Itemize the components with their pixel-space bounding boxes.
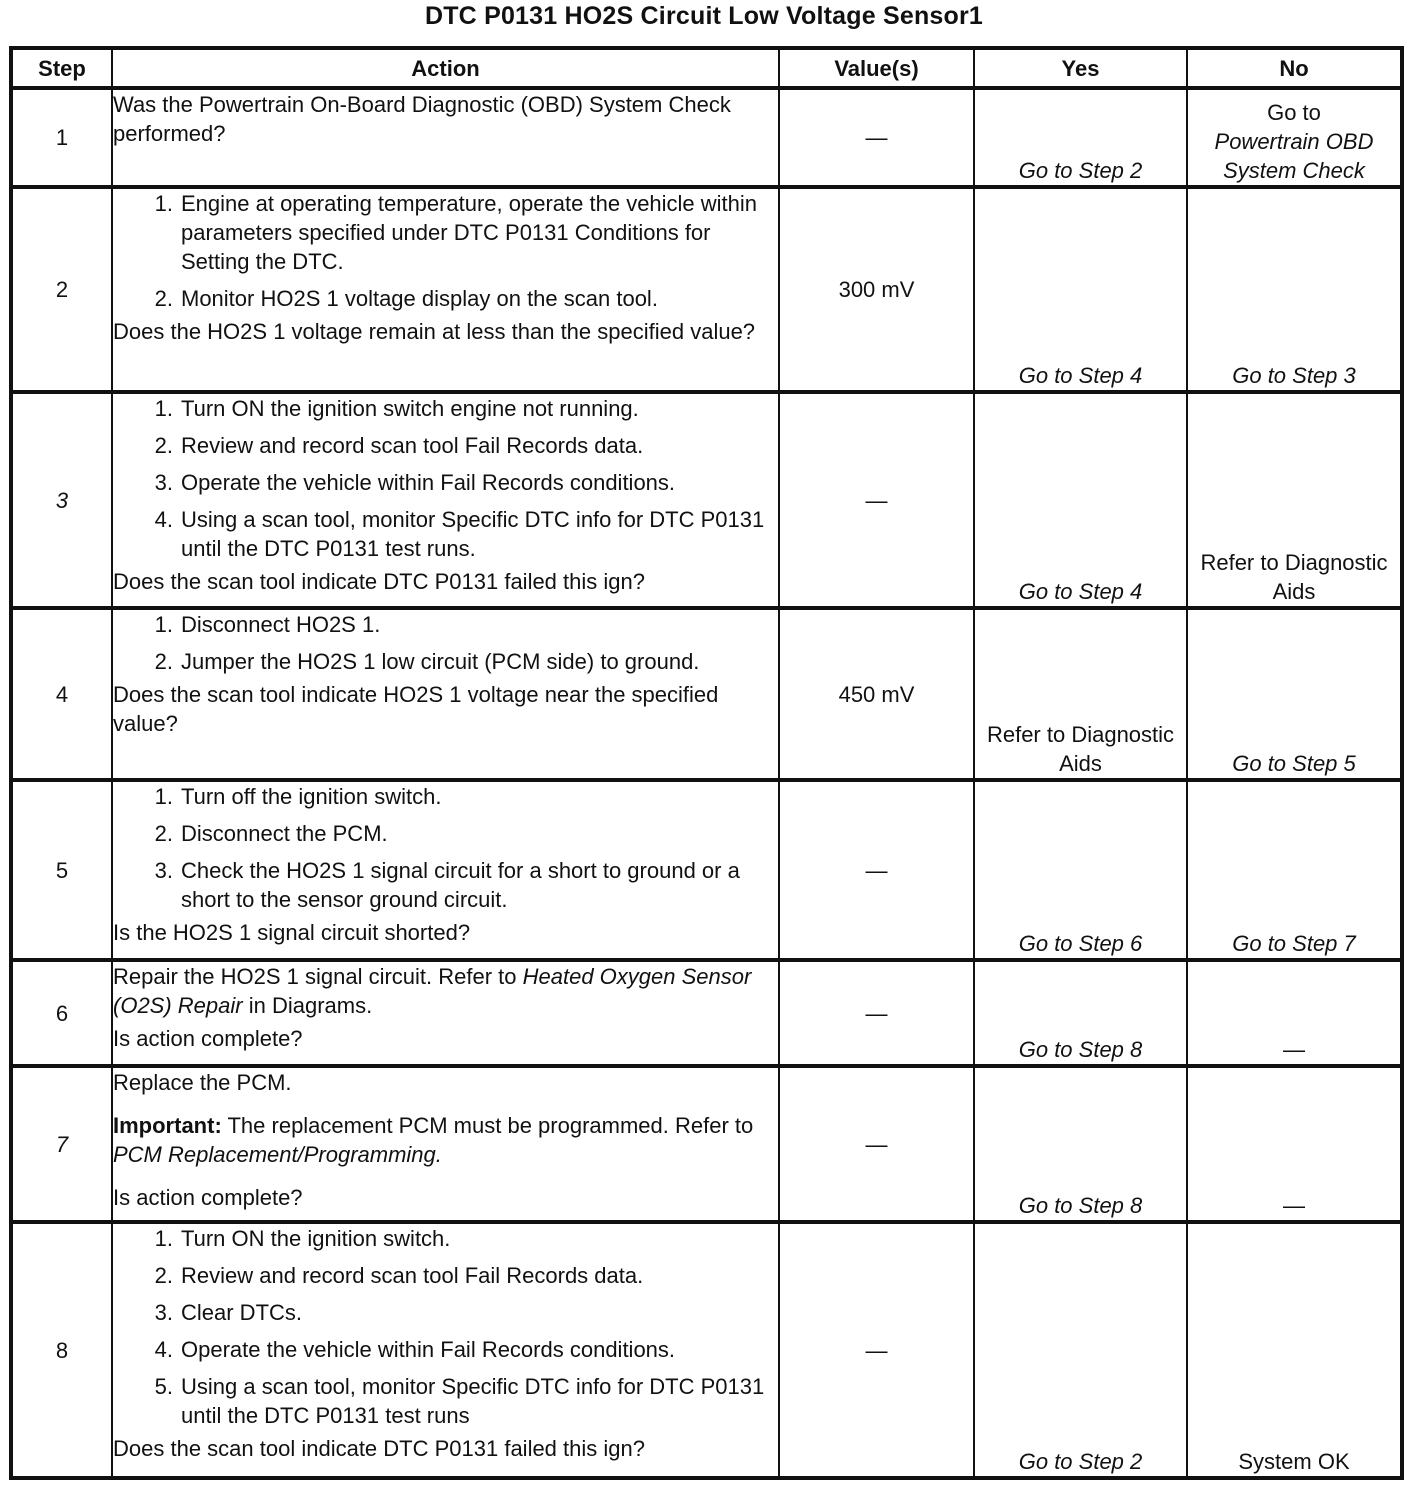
action-intro: Replace the PCM. (113, 1070, 292, 1095)
list-item: 4. Using a scan tool, monitor Specific DTC info for DTC P0131 until the DTC P0131 test runs. (154, 507, 765, 561)
list-item: 4. Operate the vehicle within Fail Records conditions. (154, 1337, 676, 1362)
table-row (11, 780, 1402, 960)
step-number: 6 (11, 960, 112, 1066)
value-cell: 450 mV (779, 608, 974, 780)
value-cell: — (779, 1222, 974, 1478)
action-cell (112, 608, 779, 780)
step-number: 4 (11, 608, 112, 780)
step-number: 2 (11, 187, 112, 392)
action-cell (112, 392, 779, 608)
list-item: 2. Review and record scan tool Fail Records data. (154, 1263, 644, 1288)
no-cell (1187, 88, 1402, 187)
step-number: 1 (11, 88, 112, 187)
list-item: 1. Turn ON the ignition switch engine not running. (154, 396, 639, 421)
list-item: 2. Monitor HO2S 1 voltage display on the scan tool. (154, 286, 658, 311)
value-cell: — (779, 960, 974, 1066)
no-cell: — (1187, 1066, 1402, 1222)
header-values: Value(s) (779, 48, 974, 88)
value-cell: — (779, 780, 974, 960)
action-question: Is action complete? (113, 1026, 303, 1051)
header-action: Action (112, 48, 779, 88)
action-question: Is action complete? (113, 1185, 303, 1210)
list-item: 2. Review and record scan tool Fail Records data. (154, 433, 644, 458)
table-row (11, 1222, 1402, 1478)
yes-cell: Refer to Diagnostic Aids (974, 608, 1187, 780)
list-item: 1. Engine at operating temperature, operate the vehicle within parameters specified under DTC P0131 Conditions for Setting the DTC. (154, 191, 758, 274)
action-cell (112, 1066, 779, 1222)
no-cell: Go to Step 3 (1187, 187, 1402, 392)
table-row (11, 88, 1402, 187)
no-cell: — (1187, 960, 1402, 1066)
yes-cell: Go to Step 4 (974, 392, 1187, 608)
action-cell (112, 88, 779, 187)
list-item: 1. Turn ON the ignition switch. (154, 1226, 451, 1251)
yes-cell: Go to Step 8 (974, 960, 1187, 1066)
table-row (11, 960, 1402, 1066)
yes-cell: Go to Step 6 (974, 780, 1187, 960)
header-row (11, 48, 1402, 88)
value-cell: — (779, 1066, 974, 1222)
list-item: 1. Turn off the ignition switch. (154, 784, 442, 809)
action-cell (112, 960, 779, 1066)
header-yes: Yes (974, 48, 1187, 88)
yes-cell: Go to Step 2 (974, 88, 1187, 187)
no-cell: Go to Step 7 (1187, 780, 1402, 960)
yes-cell: Go to Step 2 (974, 1222, 1187, 1478)
action-question: Does the scan tool indicate DTC P0131 failed this ign? (113, 1436, 645, 1461)
header-no: No (1187, 48, 1402, 88)
list-item: 3. Operate the vehicle within Fail Records conditions. (154, 470, 676, 495)
value-cell: 300 mV (779, 187, 974, 392)
table-row (11, 187, 1402, 392)
step-number: 8 (11, 1222, 112, 1478)
action-question: Does the HO2S 1 voltage remain at less than the specified value? (113, 319, 756, 344)
action-question: Is the HO2S 1 signal circuit shorted? (113, 920, 471, 945)
list-item: 2. Disconnect the PCM. (154, 821, 388, 846)
pcm-programming-reference: PCM Replacement/Programming. (113, 1142, 442, 1167)
action-question: Does the scan tool indicate DTC P0131 failed this ign? (113, 569, 645, 594)
table-row (11, 392, 1402, 608)
yes-cell: Go to Step 4 (974, 187, 1187, 392)
important-note: Important: The replacement PCM must be programmed. Refer to PCM Replacement/Programming. (113, 1113, 754, 1167)
repair-reference: Heated Oxygen Sensor (O2S) Repair (113, 964, 752, 1018)
value-cell: — (779, 88, 974, 187)
step-number: 3 (11, 392, 112, 608)
list-item: 2. Jumper the HO2S 1 low circuit (PCM side) to ground. (154, 649, 700, 674)
action-intro: Was the Powertrain On-Board Diagnostic (OBD) System Check performed? (113, 92, 731, 146)
diagnostic-table (9, 46, 1404, 1480)
action-cell (112, 1222, 779, 1478)
table-row (11, 608, 1402, 780)
action-cell (112, 780, 779, 960)
value-cell: — (779, 392, 974, 608)
header-step: Step (11, 48, 112, 88)
table-row (11, 1066, 1402, 1222)
list-item: 3. Clear DTCs. (154, 1300, 303, 1325)
step-number: 5 (11, 780, 112, 960)
list-item: 5. Using a scan tool, monitor Specific DTC info for DTC P0131 until the DTC P0131 test runs (154, 1374, 765, 1428)
no-cell: Go to Step 5 (1187, 608, 1402, 780)
no-reference: Powertrain OBD System Check (1214, 129, 1374, 183)
no-line: Go to (1267, 100, 1321, 125)
list-item: 3. Check the HO2S 1 signal circuit for a short to ground or a short to the sensor ground circuit. (154, 858, 740, 912)
page-title: DTC P0131 HO2S Circuit Low Voltage Sensor1 (424, 2, 984, 30)
list-item: 1. Disconnect HO2S 1. (154, 612, 381, 637)
no-cell: Refer to Diagnostic Aids (1187, 392, 1402, 608)
action-cell (112, 187, 779, 392)
action-text: Repair the HO2S 1 signal circuit. Refer to Heated Oxygen Sensor (O2S) Repair in Diagrams. (113, 964, 752, 1018)
yes-cell: Go to Step 8 (974, 1066, 1187, 1222)
action-question: Does the scan tool indicate HO2S 1 voltage near the specified value? (113, 682, 719, 736)
step-number: 7 (11, 1066, 112, 1222)
no-cell: System OK (1187, 1222, 1402, 1478)
